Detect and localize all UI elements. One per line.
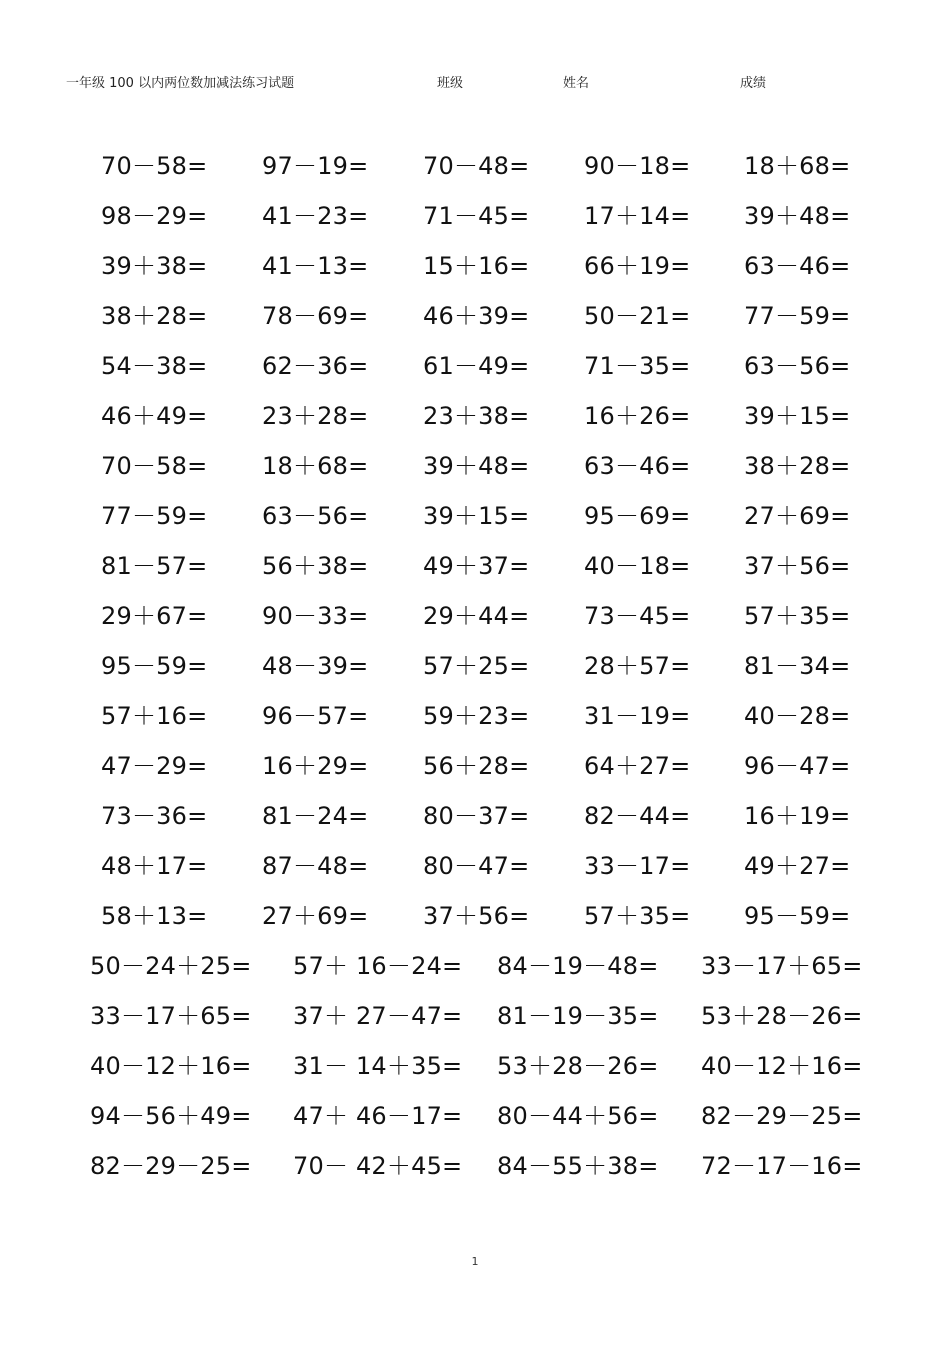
problem: 29＋67= [101, 602, 208, 630]
problem: 37＋56= [423, 902, 530, 930]
problem: 33－17＋65= [701, 952, 863, 980]
problem-row [0, 246, 950, 296]
problem: 82－29－25= [90, 1152, 252, 1180]
problem: 29＋44= [423, 602, 530, 630]
problem: 97－19= [262, 152, 369, 180]
problem: 71－45= [423, 202, 530, 230]
problem-row [0, 696, 950, 746]
problem: 47－29= [101, 752, 208, 780]
problem: 39＋38= [101, 252, 208, 280]
problem: 33－17= [584, 852, 691, 880]
problem: 18＋68= [262, 452, 369, 480]
problem: 71－35= [584, 352, 691, 380]
problem: 48＋17= [101, 852, 208, 880]
problem: 82－44= [584, 802, 691, 830]
problem: 40－12＋16= [90, 1052, 252, 1080]
worksheet-title: 一年级 100 以内两位数加减法练习试题 [66, 76, 295, 91]
problem: 40－18= [584, 552, 691, 580]
problem: 58＋13= [101, 902, 208, 930]
problem: 62－36= [262, 352, 369, 380]
problem: 31－ 14＋35= [293, 1052, 463, 1080]
problem: 28＋57= [584, 652, 691, 680]
problem: 46＋39= [423, 302, 530, 330]
problem: 40－12＋16= [701, 1052, 863, 1080]
problem: 82－29－25= [701, 1102, 863, 1130]
problem: 80－44＋56= [497, 1102, 659, 1130]
problem: 61－49= [423, 352, 530, 380]
problem-row [0, 1096, 950, 1146]
problem: 81－34= [744, 652, 851, 680]
problem-row [0, 496, 950, 546]
problem-row [0, 596, 950, 646]
problem: 27＋69= [744, 502, 851, 530]
name-label: 姓名 [563, 76, 590, 91]
problem: 39＋15= [423, 502, 530, 530]
page-number: 1 [471, 1255, 479, 1268]
problem-row [0, 1146, 950, 1196]
problem: 95－69= [584, 502, 691, 530]
problem: 80－37= [423, 802, 530, 830]
problem: 38＋28= [101, 302, 208, 330]
problem-row [0, 446, 950, 496]
problem-row [0, 1046, 950, 1096]
problem: 81－19－35= [497, 1002, 659, 1030]
problem: 49＋27= [744, 852, 851, 880]
problem-row [0, 546, 950, 596]
problem: 70－48= [423, 152, 530, 180]
problem: 17＋14= [584, 202, 691, 230]
two-term-problems [0, 146, 950, 946]
problem: 73－36= [101, 802, 208, 830]
problem-row [0, 396, 950, 446]
problem: 57＋25= [423, 652, 530, 680]
problem-row [0, 846, 950, 896]
problem: 96－47= [744, 752, 851, 780]
problem: 15＋16= [423, 252, 530, 280]
problem: 53＋28－26= [497, 1052, 659, 1080]
problem: 66＋19= [584, 252, 691, 280]
problem: 57＋35= [744, 602, 851, 630]
problem: 84－55＋38= [497, 1152, 659, 1180]
problem: 90－18= [584, 152, 691, 180]
problem: 78－69= [262, 302, 369, 330]
problem: 23＋28= [262, 402, 369, 430]
problem: 37＋56= [744, 552, 851, 580]
class-label: 班级 [437, 76, 464, 91]
problem: 27＋69= [262, 902, 369, 930]
problem-row [0, 196, 950, 246]
problem: 49＋37= [423, 552, 530, 580]
problem: 63－46= [744, 252, 851, 280]
problem: 57＋35= [584, 902, 691, 930]
problem: 39＋48= [423, 452, 530, 480]
problem: 70－58= [101, 452, 208, 480]
problem: 81－24= [262, 802, 369, 830]
problem: 16＋29= [262, 752, 369, 780]
problem: 57＋ 16－24= [293, 952, 463, 980]
problem: 96－57= [262, 702, 369, 730]
problem: 63－56= [744, 352, 851, 380]
problem: 23＋38= [423, 402, 530, 430]
problem: 46＋49= [101, 402, 208, 430]
problem-row [0, 996, 950, 1046]
problem: 77－59= [744, 302, 851, 330]
problem: 16＋26= [584, 402, 691, 430]
problem: 63－56= [262, 502, 369, 530]
problem: 16＋19= [744, 802, 851, 830]
problem: 70－ 42＋45= [293, 1152, 463, 1180]
problem-row [0, 746, 950, 796]
problem-row [0, 896, 950, 946]
problem: 53＋28－26= [701, 1002, 863, 1030]
problem: 59＋23= [423, 702, 530, 730]
problem-row [0, 646, 950, 696]
problem: 50－21= [584, 302, 691, 330]
problem: 95－59= [101, 652, 208, 680]
problem: 38＋28= [744, 452, 851, 480]
problem: 56＋38= [262, 552, 369, 580]
problem: 54－38= [101, 352, 208, 380]
problem: 98－29= [101, 202, 208, 230]
problem: 77－59= [101, 502, 208, 530]
worksheet-header [0, 72, 950, 92]
problem: 94－56＋49= [90, 1102, 252, 1130]
problem: 95－59= [744, 902, 851, 930]
problem: 41－13= [262, 252, 369, 280]
problem: 84－19－48= [497, 952, 659, 980]
problem: 70－58= [101, 152, 208, 180]
problem: 72－17－16= [701, 1152, 863, 1180]
problem: 39＋15= [744, 402, 851, 430]
problem: 48－39= [262, 652, 369, 680]
problem-row [0, 346, 950, 396]
problem: 37＋ 27－47= [293, 1002, 463, 1030]
problem: 47＋ 46－17= [293, 1102, 463, 1130]
problem: 73－45= [584, 602, 691, 630]
problem: 64＋27= [584, 752, 691, 780]
problem: 90－33= [262, 602, 369, 630]
problem-row [0, 946, 950, 996]
problem: 41－23= [262, 202, 369, 230]
problem-row [0, 146, 950, 196]
problem-row [0, 796, 950, 846]
problem: 57＋16= [101, 702, 208, 730]
problem: 40－28= [744, 702, 851, 730]
problem: 18＋68= [744, 152, 851, 180]
problem: 33－17＋65= [90, 1002, 252, 1030]
problem: 31－19= [584, 702, 691, 730]
problem: 87－48= [262, 852, 369, 880]
problem: 80－47= [423, 852, 530, 880]
problem-row [0, 296, 950, 346]
problem: 56＋28= [423, 752, 530, 780]
problem: 50－24＋25= [90, 952, 252, 980]
problem: 39＋48= [744, 202, 851, 230]
three-term-problems [0, 946, 950, 1196]
problem: 63－46= [584, 452, 691, 480]
score-label: 成绩 [740, 76, 767, 91]
problem: 81－57= [101, 552, 208, 580]
